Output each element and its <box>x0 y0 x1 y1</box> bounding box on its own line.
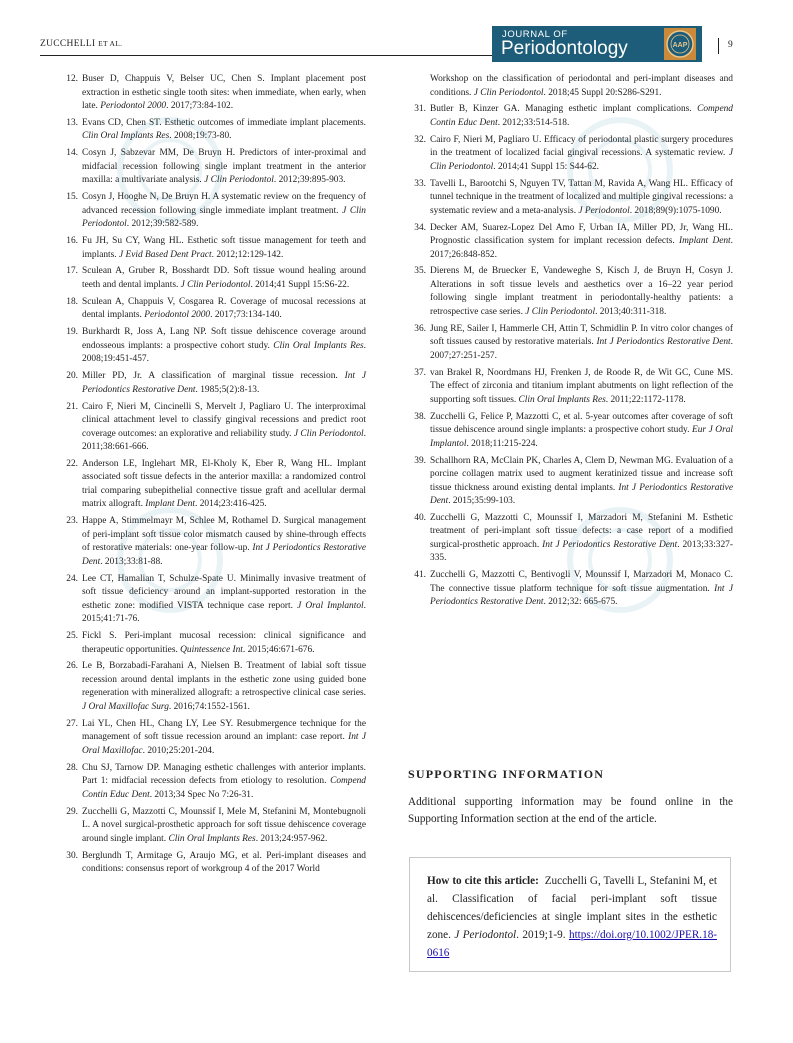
page-header <box>0 0 793 62</box>
reference-number: 13. <box>66 117 78 128</box>
journal-title: Periodontology <box>501 38 628 59</box>
citation-label: How to cite this article: <box>427 875 539 887</box>
reference-tail: . 2012;39:582-589. <box>126 219 199 230</box>
reference-number: 25. <box>66 631 78 642</box>
reference-number: 39. <box>414 455 426 466</box>
reference-text: Lee CT, Hamalian T, Schulze-Spate U. Minimally invasive treatment of soft tissue deficiency around an implant-supported restoration in the esthetic zone: modified VISTA technique case report. <box>82 573 366 611</box>
reference-text: Anderson LE, Inglehart MR, El-Kholy K, Eber R, Wang HL. Implant associated soft tissue defects in the anterior maxilla: a randomized control trial comparing subepithelial connective tissue graft and acellular dermal matrix allograft. <box>82 458 366 510</box>
reference-journal: J Clin Periodontol <box>525 306 596 317</box>
page-number: 9 <box>728 40 733 50</box>
reference-tail: . 2010;25:201-204. <box>142 745 215 756</box>
reference-text: Dierens M, de Bruecker E, Vandeweghe S, Kisch J, de Bruyn H, Cosyn J. Alterations in soft tissue levels and aesthetics over a 16–22 year period following single implant treatment in periodontally-healthy patients: a retrospective case series. <box>430 266 733 317</box>
reference-journal: Periodontol 2000 <box>144 310 211 321</box>
reference-tail: . 2011;22:1172-1178. <box>605 394 686 405</box>
reference-tail: . 2013;33:327-335. <box>430 539 733 564</box>
reference-number: 12. <box>66 74 78 84</box>
reference-number: 30. <box>66 850 78 861</box>
reference-text: Cosyn J, Sabzevar MM, De Bruyn H. Predictors of inter-proximal and midfacial recession following single implant treatment in the anterior maxilla: a multivariate analysis. <box>82 148 366 186</box>
running-author <box>40 39 122 49</box>
reference-number: 18. <box>66 296 78 307</box>
reference-text: Le B, Borzabadi-Farahani A, Nielsen B. Treatment of labial soft tissue recession around dental implants in the esthetic zone using guided bone regeneration with mineralized allograft: a retrospective clinical case series. <box>82 661 366 699</box>
reference-journal: Int J Periodontics Restorative Dent <box>430 482 733 507</box>
reference-journal: Clin Oral Implants Res <box>168 833 256 844</box>
reference-item <box>60 326 366 367</box>
reference-number: 29. <box>66 806 78 817</box>
reference-number: 36. <box>414 323 426 334</box>
reference-item <box>408 455 733 509</box>
reference-journal: J Oral Implantol <box>297 600 364 611</box>
reference-tail: . 2008;19:73-80. <box>169 131 232 142</box>
reference-tail: . 2018;45 Suppl 20:S286-S291. <box>543 87 662 98</box>
reference-number: 41. <box>414 570 426 581</box>
reference-journal: J Oral Maxillofac Surg <box>82 701 169 712</box>
reference-tail: . 2012;33:514-518. <box>497 117 570 128</box>
citation-box <box>409 857 731 972</box>
reference-journal: Periodontol 2000 <box>100 101 167 111</box>
reference-item <box>60 458 366 512</box>
reference-journal: J Clin Periodontol <box>82 205 366 230</box>
aap-seal-icon <box>664 28 696 60</box>
reference-item <box>408 323 733 364</box>
reference-journal: Implant Dent <box>678 236 731 247</box>
citation-text <box>427 872 717 962</box>
reference-tail: . 2015;41:71-76. <box>82 600 366 625</box>
reference-item <box>60 515 366 569</box>
reference-number: 17. <box>66 266 78 277</box>
reference-text: Jung RE, Sailer I, Hammerle CH, Attin T, Schmidlin P. In vitro color changes of soft tissues caused by restorative materials. <box>430 323 733 348</box>
reference-journal: Quintessence Int <box>180 644 243 655</box>
reference-text: Decker AM, Suarez-Lopez Del Amo F, Urban IA, Miller PD, Jr, Wang HL. Prognostic classification system for implant recession defects. <box>430 222 733 247</box>
reference-tail: . 2015;35:99-103. <box>448 496 516 507</box>
reference-item <box>408 367 733 408</box>
reference-tail: . 2007;27:251-257. <box>430 337 733 361</box>
reference-number: 23. <box>66 516 78 527</box>
reference-number: 27. <box>66 718 78 729</box>
references-left-column <box>60 73 366 880</box>
citation-body: Zucchelli G, Tavelli L, Stefanini M, et al. Classification of facial peri-implant soft tissue dehiscences/deficiencies at single implant sites in the esthetic zone. <box>427 875 717 941</box>
reference-tail: . 2014;23:416-425. <box>195 499 267 510</box>
reference-number: 35. <box>414 266 426 277</box>
reference-item <box>408 73 733 100</box>
reference-text: Lai YL, Chen HL, Chang LY, Lee SY. Resubmergence technique for the management of soft tissue recession around an implant: case report. <box>82 718 366 743</box>
journal-small-label: JOURNAL OF <box>502 29 568 40</box>
supporting-info-text: Additional supporting information may be found online in the Supporting Information section at the end of the article. <box>408 796 733 825</box>
citation-journal: J Periodontol <box>454 929 517 941</box>
reference-text: Chu SJ, Tarnow DP. Managing esthetic challenges with anterior implants. Part 1: midfacial recession defects from etiology to resolution. <box>82 762 366 787</box>
reference-journal: Clin Oral Implants Res <box>518 394 606 405</box>
reference-tail: . 2016;74:1552-1561. <box>168 701 250 712</box>
reference-item <box>60 630 366 657</box>
reference-text: Happe A, Stimmelmayr M, Schlee M, Rothamel D. Surgical management of peri-implant soft tissue color mismatch caused by shine-through effects of restorative materials: one-year follow-up. <box>82 516 366 554</box>
citation-tail: . 2019;1-9. <box>516 929 566 941</box>
reference-number: 37. <box>414 367 426 378</box>
reference-tail: . 2012;12:129-142. <box>211 249 284 260</box>
reference-journal: Int J Periodontics Restorative Dent <box>596 337 731 348</box>
reference-journal: Int J Oral Maxillofac <box>82 732 366 756</box>
journal-banner <box>492 26 702 62</box>
reference-number: 40. <box>414 512 426 523</box>
reference-journal: Implant Dent <box>145 499 195 510</box>
reference-journal: J Clin Periodontol <box>473 87 544 98</box>
reference-number: 28. <box>66 762 78 773</box>
reference-journal: Int J Periodontics Restorative Dent <box>542 539 678 550</box>
author-name: ZUCCHELLI <box>40 39 96 49</box>
supporting-info-heading: SUPPORTING INFORMATION <box>408 767 605 781</box>
reference-tail: . 2013;40:311-318. <box>595 306 667 317</box>
reference-journal: Int J Periodontics Restorative Dent <box>82 543 366 567</box>
reference-number: 21. <box>66 401 78 412</box>
reference-number: 24. <box>66 573 78 584</box>
reference-list-left <box>60 73 366 877</box>
reference-item <box>60 296 366 323</box>
reference-item <box>408 569 733 610</box>
reference-item <box>60 73 366 114</box>
reference-item <box>60 370 366 397</box>
references-right-column <box>408 73 733 613</box>
reference-tail: . 2017;73:134-140. <box>210 310 282 321</box>
reference-item <box>408 222 733 263</box>
reference-tail: . 2015;46:671-676. <box>242 644 315 655</box>
reference-text: Miller PD, Jr. A classification of marginal tissue recession. <box>82 371 345 382</box>
reference-tail: . 2013;24:957-962. <box>255 833 328 844</box>
reference-journal: Clin Oral Implants Res <box>82 131 170 142</box>
reference-item <box>408 411 733 452</box>
reference-journal: Compend Contin Educ Dent <box>430 104 733 128</box>
reference-tail: . 2013;34 Spec No 7:26-31. <box>149 789 254 800</box>
reference-number: 19. <box>66 327 78 338</box>
reference-item <box>60 265 366 292</box>
reference-journal: J Clin Periodontol <box>204 175 274 186</box>
reference-text: Zucchelli G, Mazzotti C, Mounssif I, Marzadori M, Stefanini M. Esthetic treatment of peri-implant soft tissue defects: a case report of a modified surgical-prosthetic approach. <box>430 512 733 550</box>
reference-item <box>60 147 366 188</box>
reference-text: Fu JH, Su CY, Wang HL. Esthetic soft tissue management for teeth and implants. <box>82 236 366 260</box>
reference-text: Tavelli L, Barootchi S, Nguyen TV, Tattan M, Ravida A, Wang HL. Efficacy of tunnel technique in the treatment of localized and multiple gingival recessions: a systematic review and a meta-analysis. <box>430 178 733 216</box>
reference-text: Fickl S. Peri-implant mucosal recession: clinical significance and therapeutic opportunities. <box>82 631 366 655</box>
reference-number: 31. <box>414 104 426 115</box>
reference-text: Buser D, Chappuis V, Belser UC, Chen S. Implant placement post extraction in esthetic single tooth sites: when immediate, when early, when late. <box>82 74 366 111</box>
reference-number: 33. <box>414 178 426 189</box>
reference-journal: Int J Periodontics Restorative Dent <box>430 583 733 608</box>
reference-tail: . 2017;73:84-102. <box>166 101 234 111</box>
reference-text: Sculean A, Chappuis V, Cosgarea R. Coverage of mucosal recessions at dental implants. <box>82 296 366 321</box>
reference-text: Butler B, Kinzer GA. Managing esthetic implant complications. <box>430 104 698 115</box>
reference-text: Cairo F, Nieri M, Pagliaro U. Efficacy of periodontal plastic surgery procedures in the treatment of localized facial gingival recessions. A systematic review. <box>430 134 733 159</box>
reference-text: Cairo F, Nieri M, Cincinelli S, Mervelt J, Pagliaro U. The interproximal clinical attachment level to classify gingival recessions and predict root coverage outcomes: an explorative and reliability study. <box>82 401 366 439</box>
reference-journal: Int J Periodontics Restorative Dent <box>82 371 367 395</box>
reference-journal: J Clin Periodontol <box>430 148 733 172</box>
reference-journal: Eur J Oral Implantol <box>430 425 734 449</box>
reference-item <box>60 762 366 803</box>
reference-text: van Brakel R, Noordmans HJ, Frenken J, de Roode R, de Wit GC, Cune MS. The effect of zirconia and titanium implant abutments on light reflection of the supporting soft tissues. <box>430 367 733 405</box>
reference-text: Burkhardt R, Joss A, Lang NP. Soft tissue dehiscence coverage around endosseous implants: a prospective cohort study. <box>82 327 366 351</box>
reference-text: Sculean A, Gruber R, Bosshardt DD. Soft tissue wound healing around teeth and dental implants. <box>82 266 366 290</box>
reference-number: 20. <box>66 371 78 382</box>
reference-item <box>408 512 733 566</box>
reference-item <box>60 401 366 455</box>
reference-item <box>60 660 366 714</box>
reference-tail: . 1985;5(2):8-13. <box>195 384 260 395</box>
reference-tail: . 2012;39:895-903. <box>273 175 346 186</box>
reference-text: Zucchelli G, Felice P, Mazzotti C, et al. 5-year outcomes after coverage of soft tissue dehiscence around single implants: a prospective cohort study. <box>430 411 733 436</box>
reference-list-right <box>408 73 733 610</box>
reference-number: 15. <box>66 192 78 203</box>
reference-journal: Compend Contin Educ Dent <box>82 776 366 800</box>
doi-link[interactable]: https://doi.org/10.1002/JPER.18-0616 <box>427 929 718 959</box>
reference-number: 16. <box>66 236 78 247</box>
author-suffix: ET AL. <box>98 39 123 48</box>
reference-item <box>60 850 366 877</box>
reference-number: 22. <box>66 458 78 469</box>
reference-journal: J Clin Periodontol <box>293 428 364 439</box>
reference-number: 14. <box>66 148 78 159</box>
reference-item <box>408 134 733 175</box>
reference-tail: . 2008;19:451-457. <box>82 340 366 365</box>
reference-item <box>60 235 366 262</box>
reference-tail: . 2013;33:81-88. <box>100 556 163 567</box>
page-number-separator <box>718 38 719 54</box>
reference-tail: . 2018;11:215-224. <box>466 438 538 449</box>
reference-tail: . 2014;41 Suppl 15:S6-22. <box>250 279 350 290</box>
reference-tail: . 2014;41 Suppl 15: S44-62. <box>493 161 600 172</box>
reference-text: Workshop on the classification of periodontal and peri-implant diseases and conditions. <box>430 74 733 98</box>
reference-text: Zucchelli G, Mazzotti C, Mounssif I, Mele M, Stefanini M, Montebugnoli L. A novel surgical-prosthetic approach for soft tissue dehiscence coverage around single implant. <box>82 806 366 844</box>
reference-item <box>60 117 366 144</box>
reference-text: Berglundh T, Armitage G, Araujo MG, et al. Peri-implant diseases and conditions: consensus report of workgroup 4 of the 2017 World <box>82 850 366 875</box>
reference-text: Zucchelli G, Mazzotti C, Bentivogli V, Mounssif I, Marzadori M, Monaco C. The connective tissue platform technique for soft tissue augmentation. <box>430 570 733 594</box>
reference-item <box>60 191 366 232</box>
reference-number: 26. <box>66 661 78 672</box>
reference-text: Schallhorn RA, McClain PK, Charles A, Clem D, Newman MG. Evaluation of a porcine collagen matrix used to augment keratinized tissue and increase soft tissue thickness around existing dental implants. <box>430 455 733 493</box>
reference-number: 32. <box>414 134 426 145</box>
reference-number: 38. <box>414 411 426 422</box>
seal-label: AAP <box>672 42 688 49</box>
reference-journal: J Clin Periodontol <box>180 279 251 290</box>
reference-item <box>408 103 733 130</box>
reference-journal: Clin Oral Implants Res <box>273 340 364 351</box>
reference-tail: . 2012;32: 665-675. <box>543 597 618 608</box>
reference-item <box>408 265 733 319</box>
reference-journal: J Periodontol <box>578 205 630 216</box>
reference-item <box>60 806 366 847</box>
reference-text: Evans CD, Chen ST. Esthetic outcomes of immediate implant placements. <box>82 117 366 128</box>
header-rule <box>40 55 492 56</box>
reference-item <box>408 178 733 219</box>
reference-tail: . 2017;26:848-852. <box>430 236 734 260</box>
reference-item <box>60 718 366 759</box>
reference-tail: . 2011;38:661-666. <box>82 428 366 453</box>
reference-text: Cosyn J, Hooghe N, De Bruyn H. A systematic review on the frequency of advanced recession following single immediate implant treatment. <box>82 192 366 216</box>
reference-journal: J Evid Based Dent Pract <box>118 249 212 260</box>
reference-item <box>60 573 366 627</box>
reference-tail: . 2018;89(9):1075-1090. <box>629 205 722 216</box>
reference-number: 34. <box>414 222 426 233</box>
